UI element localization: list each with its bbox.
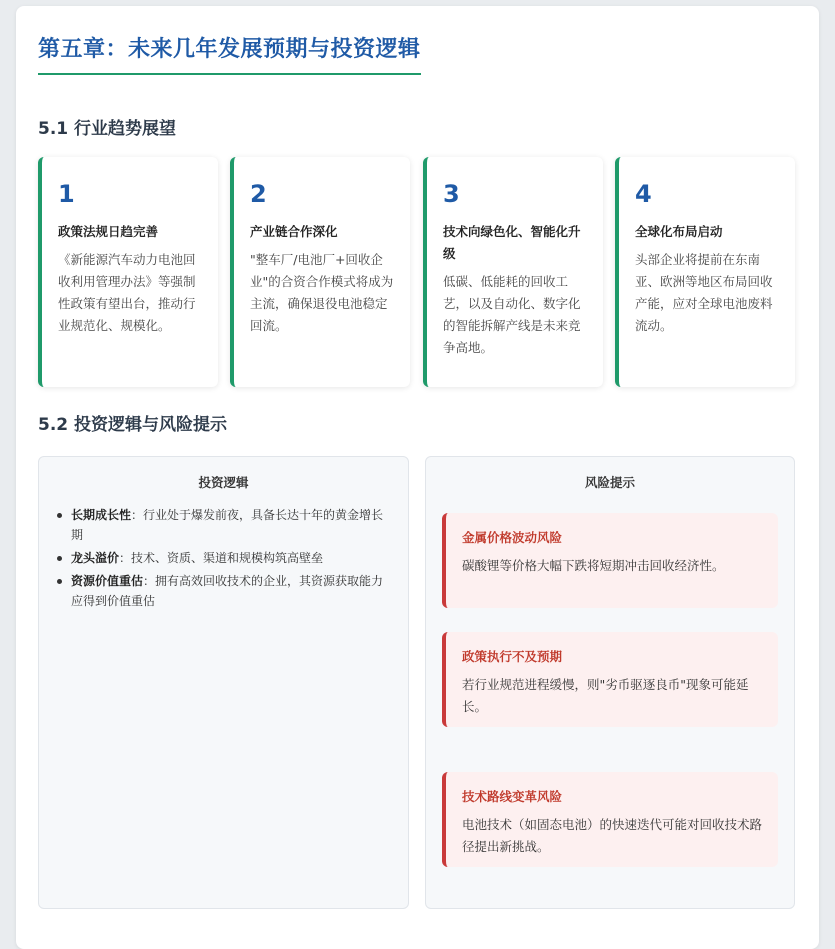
trend-card-number: 1: [58, 180, 75, 208]
risk-card-title: 金属价格波动风险: [462, 530, 563, 545]
risk-card-description: 碳酸锂等价格大幅下跌将短期冲击回收经济性。: [462, 558, 725, 573]
list-item: [71, 548, 394, 568]
trend-card-title: 全球化布局启动: [635, 224, 723, 239]
risk-panel: [425, 456, 795, 909]
trend-cards: [38, 157, 795, 387]
investment-logic-panel: [38, 456, 409, 909]
risk-card-title: 技术路线变革风险: [462, 789, 563, 804]
section-title-investment: 5.2 投资逻辑与风险提示: [38, 415, 228, 435]
logic-item-label: 长期成长性: [71, 508, 132, 522]
trend-card-description: "整车厂/电池厂+回收企业"的合资合作模式将成为主流，确保退役电池稳定回流。: [250, 252, 394, 333]
list-item: [71, 571, 394, 611]
risk-card-description: 若行业规范进程缓慢，则"劣币驱逐良币"现象可能延长。: [462, 677, 749, 714]
risk-panel-title: 风险提示: [584, 475, 635, 490]
trend-card-description: 《新能源汽车动力电池回收利用管理办法》等强制性政策有望出台，推动行业规范化、规模化。: [58, 252, 196, 333]
trend-card-description: 头部企业将提前在东南亚、欧洲等地区布局回收产能，应对全球电池废料流动。: [635, 252, 773, 333]
logic-item-label: 龙头溢价: [71, 551, 120, 565]
trend-card: [230, 157, 410, 387]
trend-card-title: 政策法规日趋完善: [58, 224, 159, 239]
list-item: [71, 505, 394, 545]
chapter-title: 第五章：未来几年发展预期与投资逻辑: [38, 32, 421, 75]
risk-card-title: 政策执行不及预期: [462, 649, 563, 664]
risk-card-description: 电池技术（如固态电池）的快速迭代可能对回收技术路径提出新挑战。: [462, 817, 763, 854]
risk-card: [442, 513, 778, 608]
investment-logic-list: [39, 505, 408, 611]
risk-card: [442, 632, 778, 727]
trend-card-number: 3: [443, 180, 460, 208]
trend-card: [615, 157, 795, 387]
risk-card: [442, 772, 778, 867]
trend-card-title: 技术向绿色化、智能化升级: [443, 224, 581, 261]
section-title-trends: 5.1 行业趋势展望: [38, 119, 177, 139]
trend-card: [423, 157, 603, 387]
trend-card-title: 产业链合作深化: [250, 224, 338, 239]
logic-item-label: 资源价值重估: [71, 574, 144, 588]
logic-item-text: ：拥有高效回收技术的企业，其资源获取能力应得到价值重估: [71, 574, 384, 608]
logic-item-text: ：行业处于爆发前夜，具备长达十年的黄金增长期: [71, 508, 384, 542]
trend-card-number: 2: [250, 180, 267, 208]
logic-item-text: ：技术、资质、渠道和规模构筑高壁垒: [119, 551, 324, 565]
investment-logic-title: 投资逻辑: [198, 475, 249, 490]
trend-card: [38, 157, 218, 387]
report-page: [16, 6, 819, 949]
trend-card-description: 低碳、低能耗的回收工艺，以及自动化、数字化的智能拆解产线是未来竞争高地。: [443, 274, 581, 355]
trend-card-number: 4: [635, 180, 652, 208]
